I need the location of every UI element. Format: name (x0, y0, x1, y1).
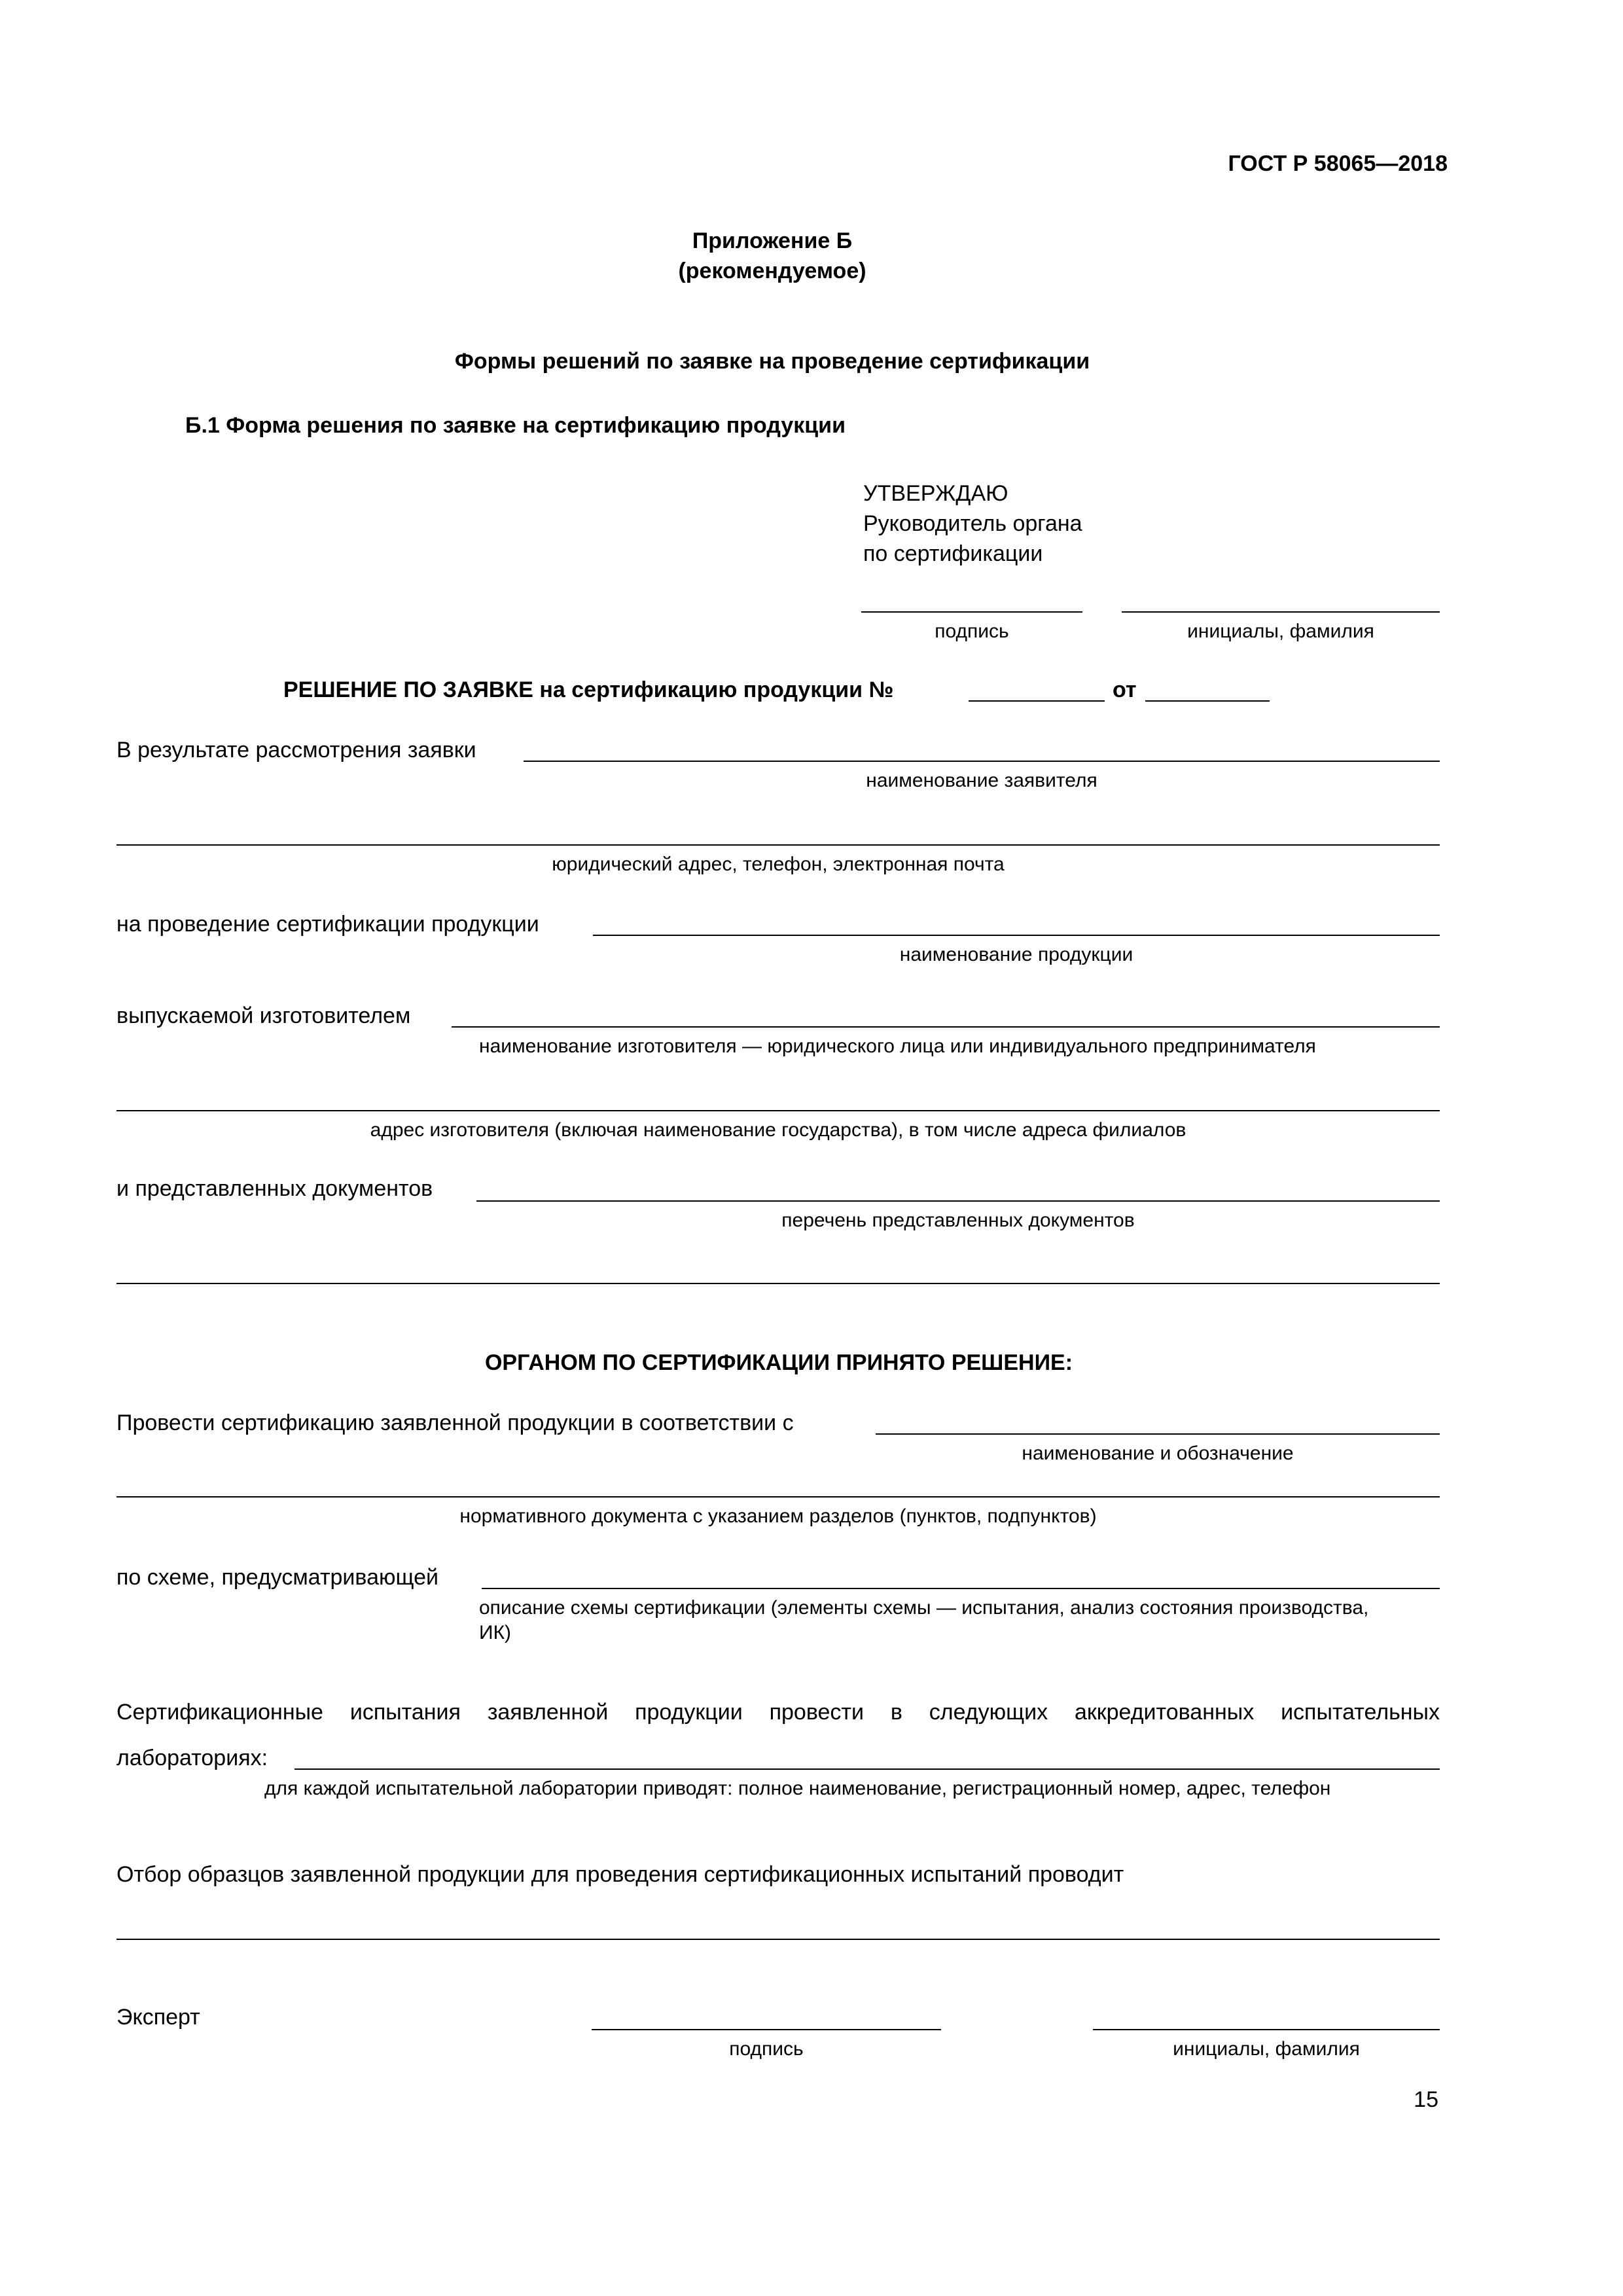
standard-name-field[interactable] (876, 1433, 1440, 1435)
decision-date-label: от (1113, 677, 1137, 702)
documents-caption: перечень представленных документов (781, 1210, 1135, 1231)
labs-caption: для каждой испытательной лаборатории приводят: полное наименование, регистрационный номер, адрес, телефон (264, 1778, 1331, 1799)
approval-position-line1: Руководитель органа (863, 511, 1082, 536)
expert-signature-caption: подпись (729, 2038, 804, 2060)
manufacturer-field[interactable] (452, 1026, 1440, 1028)
sampling-text: Отбор образцов заявленной продукции для проведения сертификационных испытаний проводит (116, 1862, 1124, 1887)
documents-label: и представленных документов (116, 1176, 433, 1201)
conduct-label: Провести сертификацию заявленной продукции в соответствии с (116, 1410, 794, 1435)
approval-signature-line[interactable] (861, 611, 1082, 613)
manufacturer-address-field[interactable] (116, 1110, 1440, 1111)
section-heading: Б.1 Форма решения по заявке на сертификацию продукции (185, 413, 846, 438)
applicant-address-caption: юридический адрес, телефон, электронная почта (552, 853, 1005, 875)
sampling-field[interactable] (116, 1939, 1440, 1940)
decision-heading: ОРГАНОМ ПО СЕРТИФИКАЦИИ ПРИНЯТО РЕШЕНИЕ: (484, 1350, 1073, 1375)
approval-signature-caption: подпись (935, 620, 1009, 642)
scheme-field[interactable] (482, 1588, 1440, 1589)
product-caption: наименование продукции (899, 944, 1133, 965)
application-label: В результате рассмотрения заявки (116, 738, 476, 762)
appendix-status: (рекомендуемое) (678, 259, 866, 283)
decision-title: РЕШЕНИЕ ПО ЗАЯВКЕ на сертификацию продукции № (283, 677, 894, 702)
approval-word: УТВЕРЖДАЮ (863, 481, 1008, 506)
certification-label: на проведение сертификации продукции (116, 912, 539, 937)
expert-label: Эксперт (116, 2005, 200, 2030)
expert-name-caption: инициалы, фамилия (1173, 2038, 1360, 2060)
decision-date-field[interactable] (1145, 700, 1270, 702)
approval-name-line[interactable] (1122, 611, 1440, 613)
approval-position-line2: по сертификации (863, 541, 1043, 566)
documents-extra-field[interactable] (116, 1283, 1440, 1284)
expert-signature-line[interactable] (592, 2029, 941, 2030)
decision-number-field[interactable] (969, 700, 1105, 702)
expert-name-line[interactable] (1093, 2029, 1440, 2030)
labs-text-line2: лабораториях: (116, 1746, 268, 1770)
scheme-caption: описание схемы сертификации (элементы схемы — испытания, анализ состояния производства, ИК) (479, 1597, 1369, 1643)
appendix-title: Приложение Б (692, 228, 853, 253)
manufacturer-caption: наименование изготовителя — юридического лица или индивидуального предпринимателя (479, 1035, 1316, 1057)
labs-text-line1: Сертификационные испытания заявленной продукции провести в следующих аккредитованных испытательных (116, 1700, 1440, 1725)
page-number: 15 (1414, 2087, 1438, 2112)
applicant-caption: наименование заявителя (866, 770, 1097, 791)
documents-field[interactable] (476, 1200, 1440, 1202)
normative-document-caption: нормативного документа с указанием разделов (пунктов, подпунктов) (459, 1505, 1097, 1527)
approval-name-caption: инициалы, фамилия (1187, 620, 1374, 642)
normative-document-field[interactable] (116, 1496, 1440, 1498)
manufacturer-address-caption: адрес изготовителя (включая наименование государства), в том числе адреса филиалов (370, 1119, 1186, 1141)
document-code: ГОСТ Р 58065—2018 (1228, 151, 1448, 176)
product-field[interactable] (593, 935, 1440, 936)
applicant-field[interactable] (524, 761, 1440, 762)
applicant-address-field[interactable] (116, 844, 1440, 846)
appendix-heading: Формы решений по заявке на проведение сертификации (454, 349, 1090, 374)
standard-name-caption: наименование и обозначение (1022, 1443, 1294, 1464)
scheme-label: по схеме, предусматривающей (116, 1565, 439, 1590)
manufacturer-label: выпускаемой изготовителем (116, 1003, 411, 1028)
labs-field[interactable] (294, 1768, 1440, 1770)
